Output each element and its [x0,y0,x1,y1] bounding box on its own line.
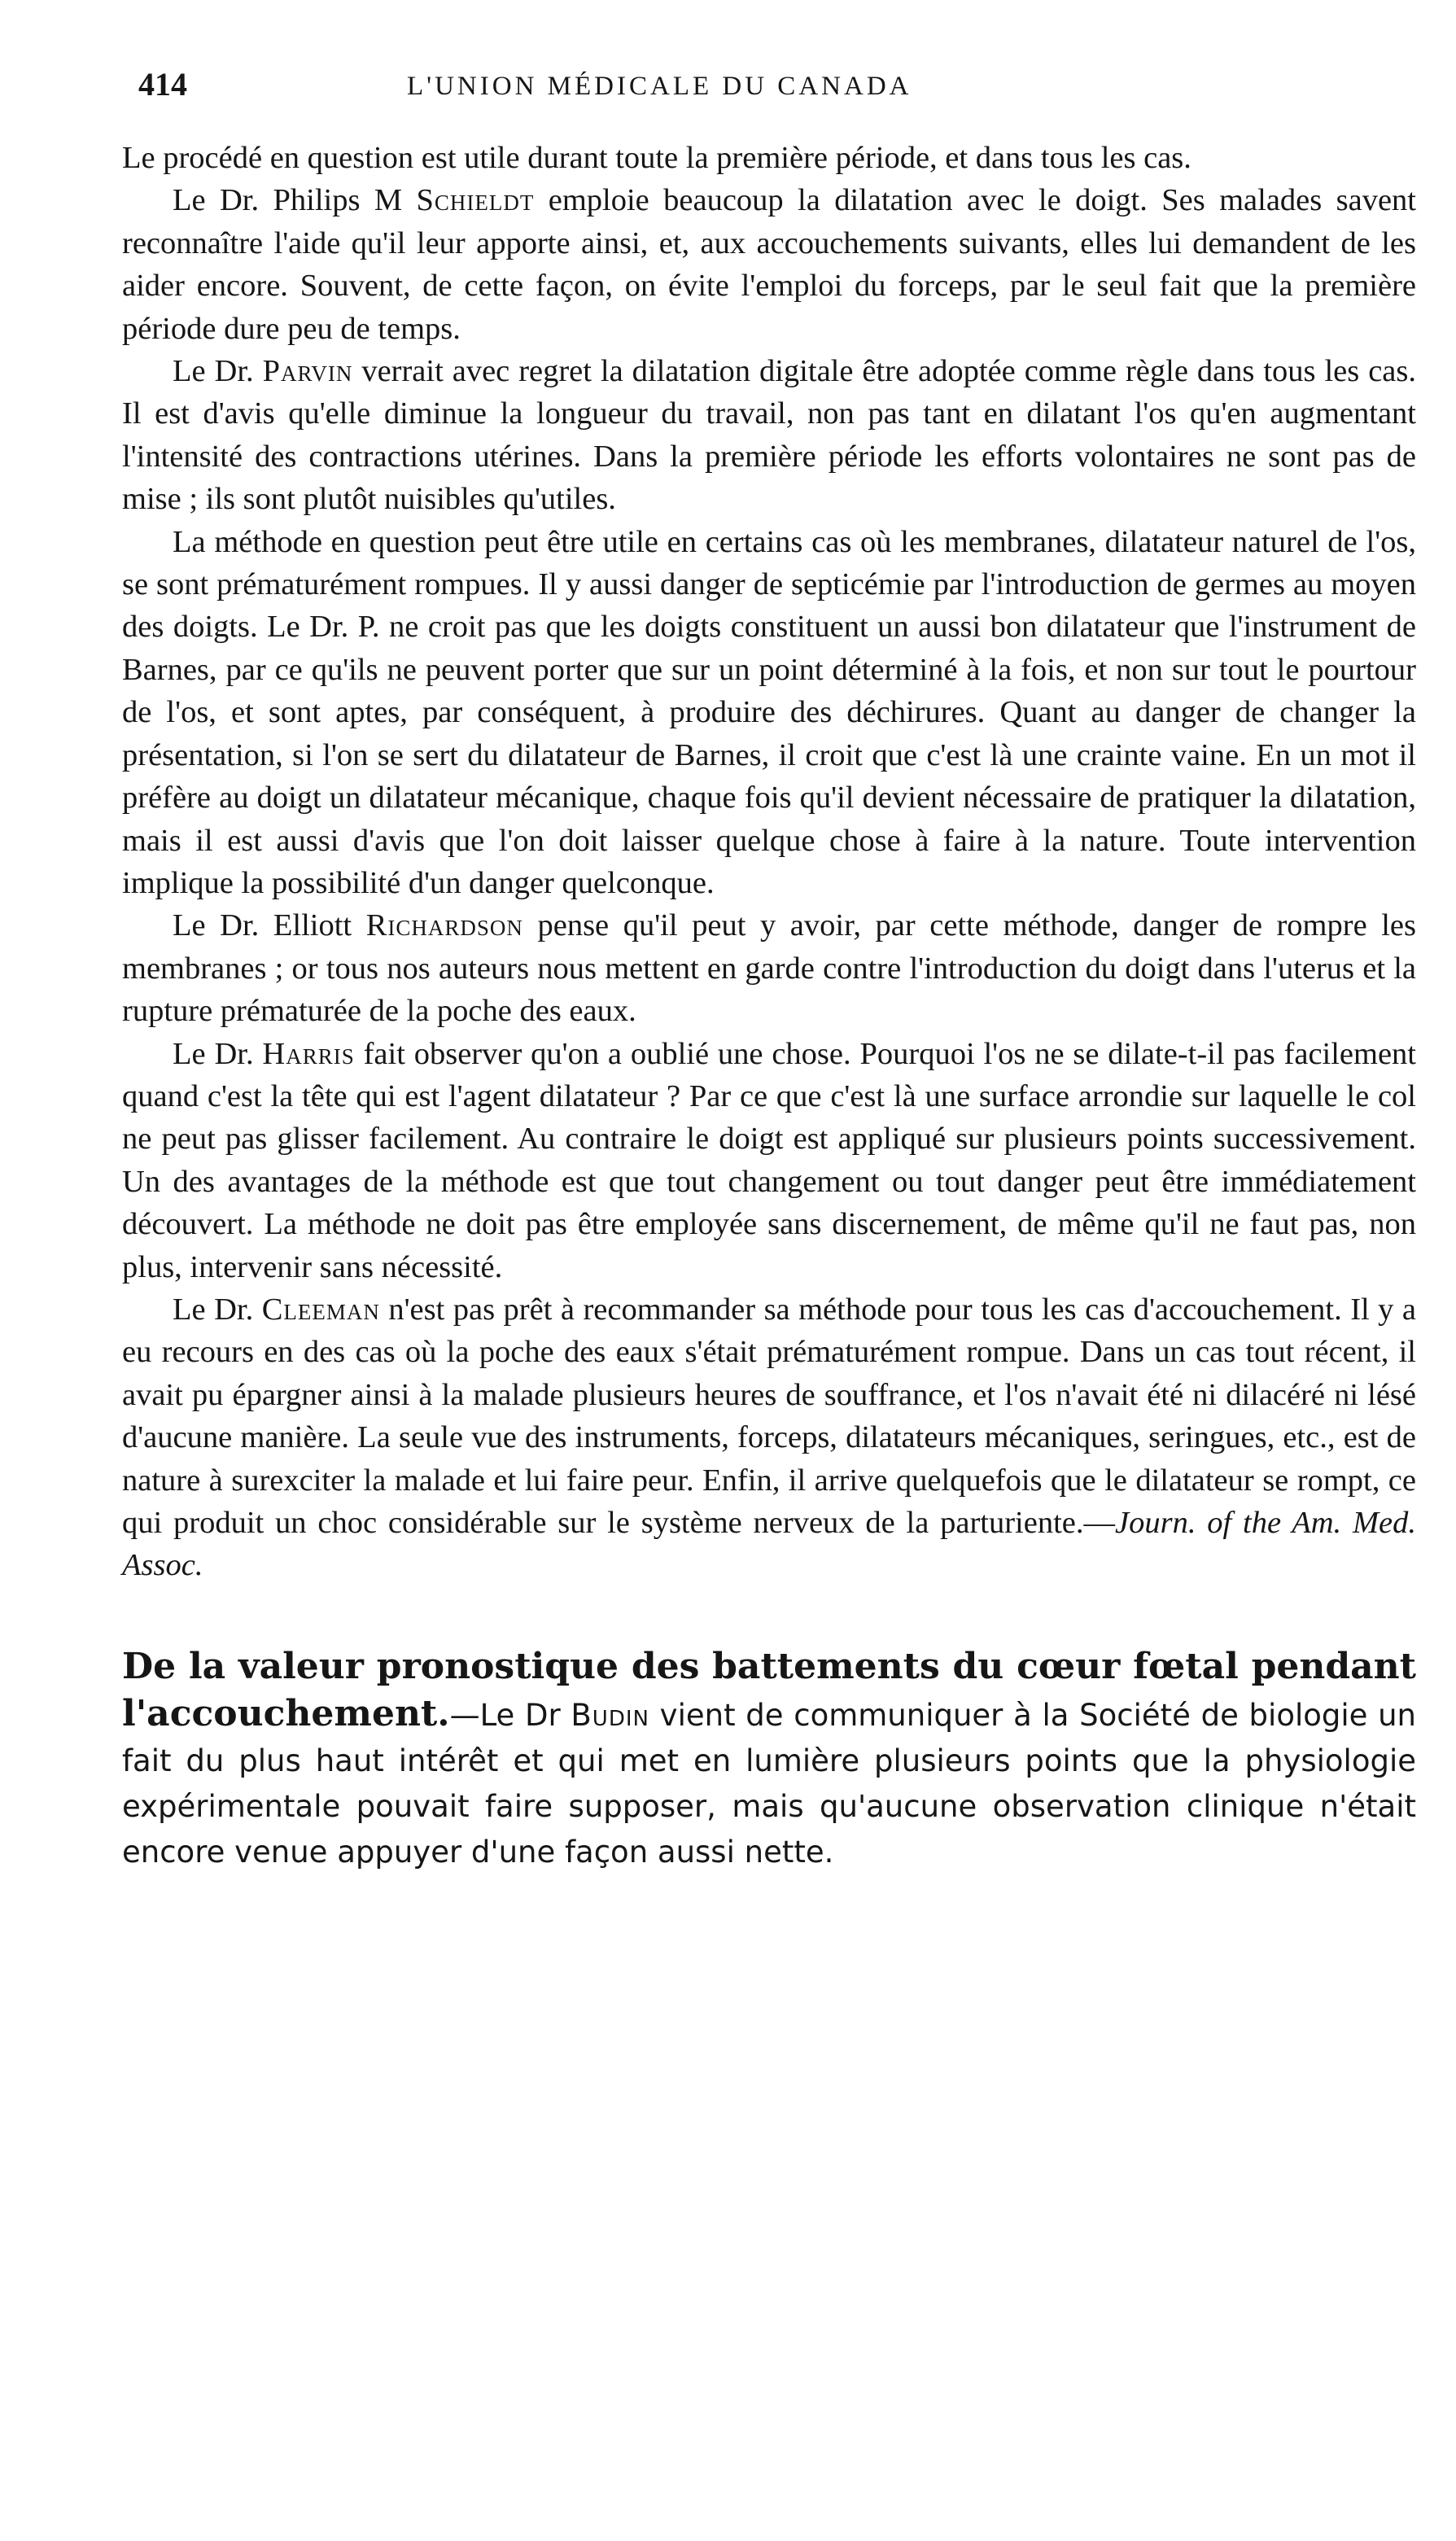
article-body [122,137,1416,1875]
paragraph-parvin [122,350,1416,521]
citation: Journ. of the Am. Med. Assoc. [122,1506,1417,1583]
author-name: Parvin [262,354,353,389]
running-title: L'UNION MÉDICALE DU CANADA [407,72,912,101]
paragraph-schieldt [122,179,1416,350]
section-text: vient de communiquer à la Société de biologie un fait du plus haut intérêt et qui met en lumière plusieurs points que la physiologie expérimentale pouvait faire supposer, mais qu'aucune observation clinique n'était encore venue appuyer d'une façon aussi nette. [122,1697,1416,1870]
paragraph-lead: Le Dr. Philips M [173,183,417,218]
paragraph-cleeman [122,1288,1416,1587]
paragraph-text: pense qu'il peut y avoir, par cette méthode, danger de rompre les membranes ; or tous nos auteurs nous mettent en garde contre l'introduction du doigt dans l'uterus et la rupture prématurée de la poche des eaux. [122,908,1416,1029]
paragraph-lead: Le Dr. [173,354,263,389]
paragraph-text: n'est pas prêt à recommander sa méthode pour tous les cas d'accouchement. Il y a eu recours en des cas où la poche des eaux s'était prématurément rompue. Dans un cas tout récent, il avait pu épargner ainsi à la malade plusieurs heures de souffrance, et l'os n'avait été ni dilacéré ni lésé d'aucune manière. La seule vue des instruments, forceps, dilatateurs mécaniques, seringues, etc., est de nature à surexciter la malade et lui faire peur. Enfin, il arrive quelquefois que le dilatateur se rompt, ce qui produit un choc considérable sur le système nerveux de la parturiente.— [122,1292,1416,1540]
paragraph-text: verrait avec regret la dilatation digitale être adoptée comme règle dans tous les cas. Il est d'avis qu'elle diminue la longueur du travail, non pas tant en dilatant l'os qu'en augmentant l'intensité des contractions utérines. Dans la première période les efforts volontaires ne sont pas de mise ; ils sont plutôt nuisibles qu'utiles. [122,354,1416,517]
author-name: Cleeman [261,1292,380,1327]
paragraph-harris [122,1033,1416,1288]
page-number: 414 [138,66,187,103]
author-name: Schieldt [416,183,535,218]
paragraph-lead: Le Dr. [173,1036,263,1071]
author-name: Richardson [365,908,523,943]
author-name: Harris [262,1036,355,1071]
paragraph-lead: Le Dr. [173,1292,262,1327]
paragraph-text: fait observer qu'on a oublié une chose. Pourquoi l'os ne se dilate-t-il pas facilement quand c'est la tête qui est l'agent dilatateur ? Par ce que c'est là une surface arrondie sur laquelle le col ne peut pas glisser facilement. Au contraire le doigt est appliqué sur plusieurs points successivement. Un des avantages de la méthode est que tout changement ou tout danger peut être immédiatement découvert. La méthode ne doit pas être employée sans discernement, de même qu'il ne faut pas, non plus, intervenir sans nécessité. [122,1036,1416,1284]
page-header [138,65,1408,114]
paragraph-1 [122,137,1416,179]
news-section [122,1644,1416,1875]
paragraph-text: La méthode en question peut être utile en certains cas où les membranes, dilatateur naturel de l'os, se sont prématurément rompues. Il y aussi danger de septicémie par l'introduction de germes au moyen des doigts. Le Dr. P. ne croit pas que les doigts constituent un aussi bon dilatateur que l'instrument de Barnes, par ce qu'ils ne peuvent porter que sur un point déterminé à la fois, et non sur tout le pourtour de l'os, et sont aptes, par conséquent, à produire des déchirures. Quant au danger de changer la présentation, si l'on se sert du dilatateur de Barnes, il croit que c'est là une crainte vaine. En un mot il préfère au doigt un dilatateur mécanique, chaque fois qu'il devient nécessaire de pratiquer la dilatation, mais il est aussi d'avis que l'on doit laisser quelque chose à faire à la nature. Toute intervention implique la possibilité d'un danger quelconque. [122,524,1416,900]
paragraph-methode [122,521,1416,905]
section-lead: —Le Dr [449,1697,571,1733]
section-headline: De la valeur pronostique des battements du cœur fœtal pendant l'accouchement. [122,1645,1416,1734]
paragraph-richardson [122,904,1416,1032]
paragraph-text: emploie beaucoup la dilatation avec le doigt. Ses malades savent reconnaître l'aide qu'il leur apporte ainsi, et, aux accouchements suivants, elles lui demandent de les aider encore. Souvent, de cette façon, on évite l'emploi du forceps, par le seul fait que la première période dure peu de temps. [122,183,1416,346]
paragraph-text: Le procédé en question est utile durant toute la première période, et dans tous les cas. [122,141,1191,175]
author-name: Budin [571,1697,649,1733]
paragraph-lead: Le Dr. Elliott [173,908,366,943]
section-paragraph [122,1644,1416,1875]
